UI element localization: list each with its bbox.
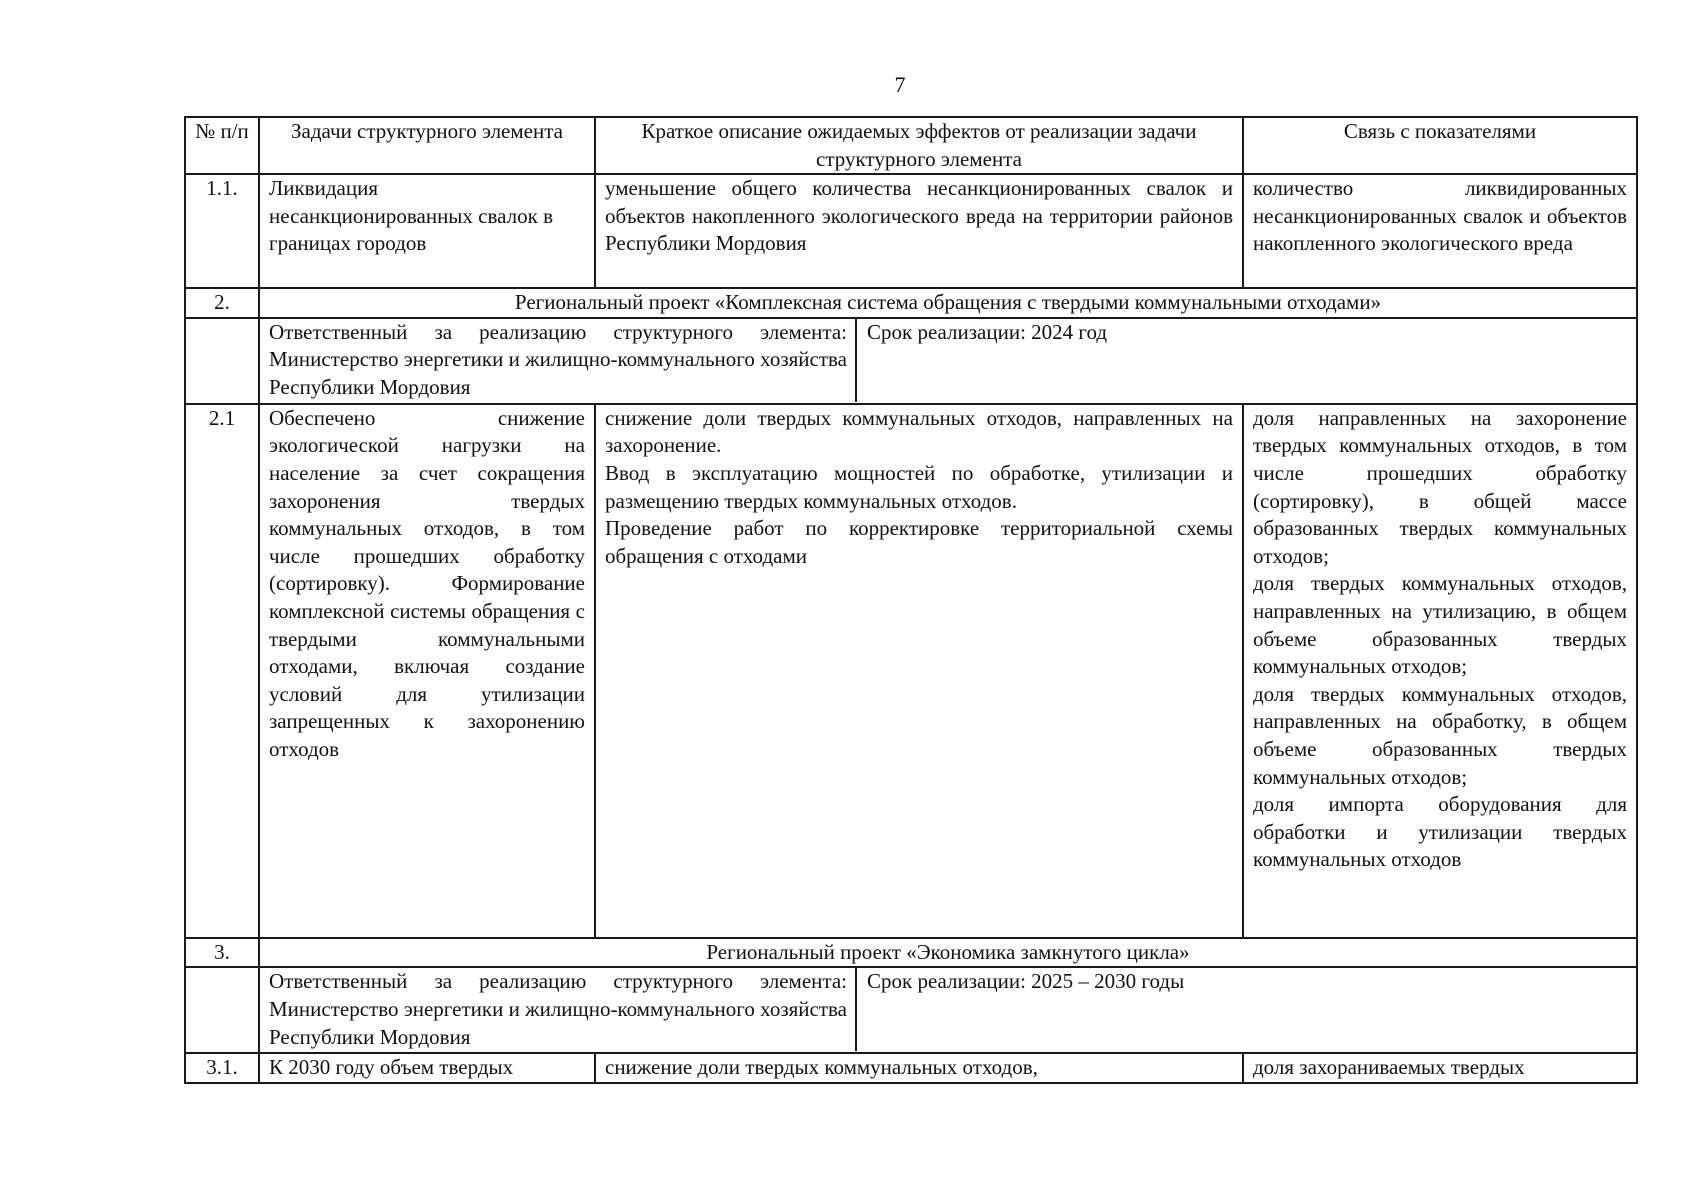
header-effects: Краткое описание ожидаемых эффектов от реализации задачи структурного элемента — [595, 117, 1243, 174]
indicator-item: доля импорта оборудования для обработки и утилизации твердых коммунальных отходов — [1253, 792, 1627, 872]
indicator-cell: доля захораниваемых твердых — [1243, 1053, 1637, 1083]
header-tasks: Задачи структурного элемента — [259, 117, 595, 174]
indicator-item: доля твердых коммунальных отходов, направленных на утилизацию, в общем объеме образованных твердых коммунальных отходов; — [1253, 571, 1627, 679]
task-cell: К 2030 году объем твердых — [259, 1053, 595, 1083]
section-title: Региональный проект «Экономика замкнутого цикла» — [259, 938, 1637, 968]
effect-item: снижение доли твердых коммунальных отходов, направленных на захоронение. — [605, 405, 1233, 458]
header-indicators: Связь с показателями — [1243, 117, 1637, 174]
effect-cell: уменьшение общего количества несанкционированных свалок и объектов накопленного экологического вреда на территории районов Республики Мордовия — [595, 174, 1243, 288]
effect-cell — [595, 404, 1243, 938]
table-row — [185, 1053, 1637, 1083]
effect-item: Ввод в эксплуатацию мощностей по обработке, утилизации и размещению твердых коммунальных отходов. — [605, 460, 1233, 513]
indicator-cell: количество ликвидированных несанкционированных свалок и объектов накопленного экологического вреда — [1243, 174, 1637, 288]
indicator-item: доля твердых коммунальных отходов, направленных на обработку, в общем объеме образованных твердых коммунальных отходов; — [1253, 681, 1627, 789]
row-number: 3. — [185, 938, 259, 968]
row-number: 2. — [185, 288, 259, 318]
effect-item: Проведение работ по корректировке территориальной схемы обращения с отходами — [605, 516, 1233, 568]
structural-elements-table — [184, 116, 1638, 1084]
section-meta-cell — [259, 318, 1637, 404]
section-meta-cell — [259, 967, 1637, 1053]
responsible-text: Ответственный за реализацию структурного элемента: Министерство энергетики и жилищно-коммунального хозяйства Республики Мордовия — [269, 319, 847, 399]
section-title: Региональный проект «Комплексная система обращения с твердыми коммунальными отходами» — [259, 288, 1637, 318]
task-cell: Обеспечено снижение экологической нагрузки на население за счет сокращения захоронения твердых коммунальных отходов, в том числе прошедших обработку (сортировку). Формирование комплексной системы обращения с твердыми коммунальными отходами, включая создание условий для утилизации запрещенных к захоронению отходов — [259, 404, 595, 938]
section-title-row — [185, 288, 1637, 318]
term-text: Срок реализации: 2024 год — [855, 319, 1636, 402]
indicator-cell — [1243, 404, 1637, 938]
table-header-row — [185, 117, 1637, 174]
row-number: 2.1 — [185, 404, 259, 938]
task-cell: Ликвидация несанкционированных свалок в границах городов — [259, 174, 595, 288]
section-meta-row — [185, 967, 1637, 1053]
row-number-empty — [185, 967, 259, 1053]
table-row — [185, 174, 1637, 288]
row-number: 3.1. — [185, 1053, 259, 1083]
section-meta-row — [185, 318, 1637, 404]
table-row — [185, 404, 1637, 938]
indicator-item: доля направленных на захоронение твердых коммунальных отходов, в том числе прошедших обработку (сортировку), в общей массе образованных твердых коммунальных отходов; — [1253, 405, 1627, 568]
header-num: № п/п — [185, 117, 259, 174]
page-number: 7 — [894, 72, 906, 97]
section-title-row — [185, 938, 1637, 968]
row-number-empty — [185, 318, 259, 404]
responsible-text: Ответственный за реализацию структурного элемента: Министерство энергетики и жилищно-коммунального хозяйства Республики Мордовия — [269, 969, 847, 1049]
term-text: Срок реализации: 2025 – 2030 годы — [855, 968, 1636, 1051]
row-number: 1.1. — [185, 174, 259, 288]
effect-cell: снижение доли твердых коммунальных отходов, — [595, 1053, 1243, 1083]
